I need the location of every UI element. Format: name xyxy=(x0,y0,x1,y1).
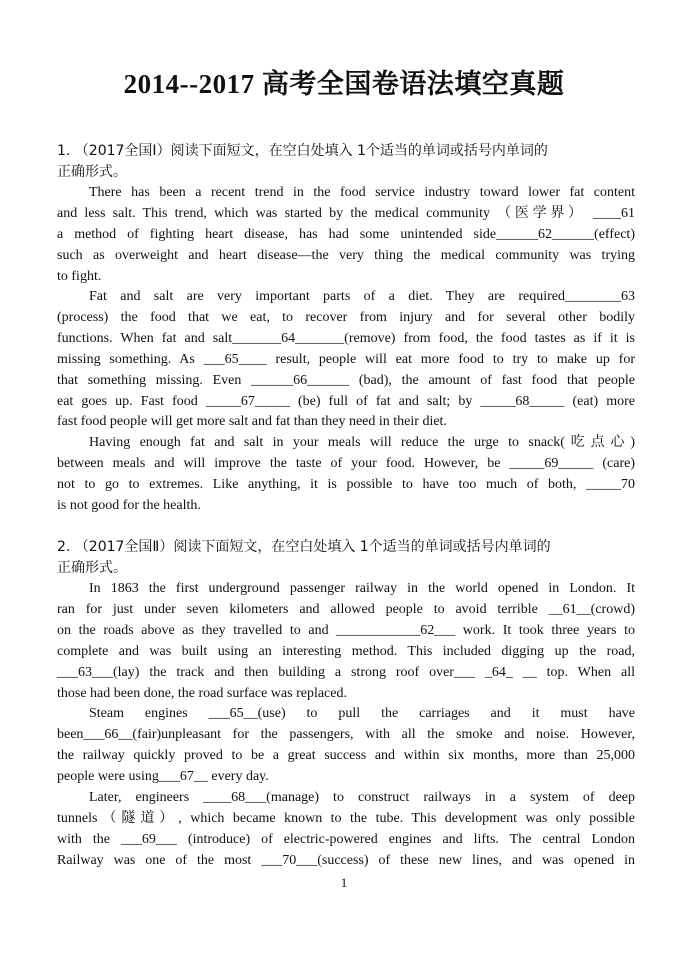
text-line: that something missing. Even ______66______ (bad), the amount of fast food that people xyxy=(57,372,635,388)
text-line: (process) the food that we eat, to recover from injury and for several other bodily xyxy=(57,309,635,325)
page-number: 1 xyxy=(340,875,348,890)
text-line: to fight. xyxy=(57,268,102,284)
text-line: a method of fighting heart disease, has had some unintended side______62______(effect) xyxy=(57,226,635,242)
text-line: ___63___(lay) the track and then building a strong roof over___ _64_ __ top. When all xyxy=(57,664,635,680)
text-line: is not good for the health. xyxy=(57,497,201,513)
text-line: on the roads above as they travelled to and ____________62___ work. It took three years to xyxy=(57,622,635,638)
question-1-paragraph-1 xyxy=(57,183,635,288)
question-2-instruction-line-2: 正确形式。 xyxy=(57,560,127,576)
text-line: the railway quickly proved to be a great success and within six months, more than 25,000 xyxy=(57,747,635,763)
text-line: Steam engines ___65__(use) to pull the carriages and it must have xyxy=(89,706,635,721)
text-line: people were using___67__ every day. xyxy=(57,768,269,784)
question-2-paragraph-3 xyxy=(57,788,635,872)
text-line: functions. When fat and salt_______64_______(remove) from food, the food tastes as if it is xyxy=(57,330,635,346)
question-1-instruction-line-2: 正确形式。 xyxy=(57,164,127,180)
text-line: been___66__(fair)unpleasant for the passengers, with all the smoke and noise. However, xyxy=(57,726,635,742)
text-line: ran for just under seven kilometers and allowed people to avoid terrible __61__(crowd) xyxy=(57,601,635,617)
text-line: tunnels（隧道）, which became known to the tube. This development was only possible xyxy=(57,810,635,826)
text-line: There has been a recent trend in the food service industry toward lower fat content xyxy=(89,185,635,200)
text-line: eat goes up. Fast food _____67_____ (be) full of fat and salt; by _____68_____ (eat) more xyxy=(57,393,635,409)
question-1-instruction-line-1: 1. （2017全国Ⅰ）阅读下面短文，在空白处填入 1个适当的单词或括号内单词的 xyxy=(57,143,548,159)
text-line: Later, engineers ____68___(manage) to construct railways in a system of deep xyxy=(89,790,635,805)
text-line: those had been done, the road surface was replaced. xyxy=(57,685,347,701)
text-line: such as overweight and heart disease—the very thing the medical community was trying xyxy=(57,247,635,263)
question-2-instruction-line-1: 2. （2017全国Ⅱ）阅读下面短文，在空白处填入 1个适当的单词或括号内单词的 xyxy=(57,539,551,555)
question-1-paragraph-3 xyxy=(57,433,635,517)
question-2-heading xyxy=(57,537,635,579)
text-line: Fat and salt are very important parts of a diet. They are required________63 xyxy=(89,289,635,304)
text-line: complete and was built using an interesting method. This included digging up the road, xyxy=(57,643,635,659)
question-1-heading xyxy=(57,141,635,183)
text-line: Having enough fat and salt in your meals will reduce the urge to snack(吃点心) xyxy=(89,435,635,450)
question-2-paragraph-2 xyxy=(57,704,635,788)
question-2-paragraph-1 xyxy=(57,579,635,704)
text-line: not to go to extremes. Like anything, it is possible to have too much of both, _____70 xyxy=(57,476,635,492)
text-line: Railway was one of the most ___70___(success) of these new lines, and was opened in xyxy=(57,852,635,868)
text-line: between meals and will improve the taste of your food. However, be _____69_____ (care) xyxy=(57,455,635,471)
text-line: with the ___69___ (introduce) of electric-powered engines and lifts. The central London xyxy=(57,831,635,847)
text-line: missing something. As ___65____ result, people will eat more food to try to make up for xyxy=(57,351,635,367)
text-line: In 1863 the first underground passenger railway in the world opened in London. It xyxy=(89,581,635,596)
text-line: and less salt. This trend, which was started by the medical community （医学界） ____61 xyxy=(57,205,635,221)
page-title: 2014--2017 高考全国卷语法填空真题 xyxy=(123,69,565,99)
question-1-paragraph-2 xyxy=(57,287,635,433)
text-line: fast food people will get more salt and fat than they need in their diet. xyxy=(57,414,447,430)
